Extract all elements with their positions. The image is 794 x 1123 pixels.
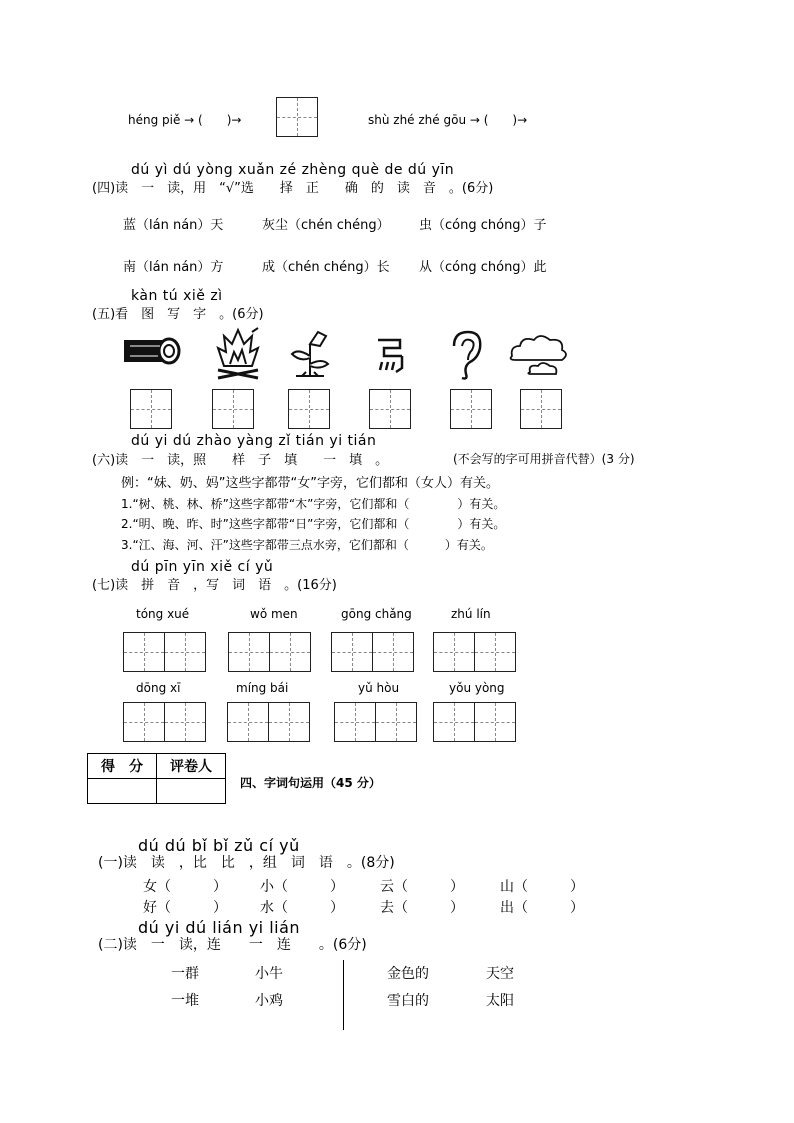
sec4-pinyin: dú yì dú yòng xuǎn zé zhèng què de dú yīn	[131, 162, 455, 178]
writing-grid[interactable]	[276, 97, 318, 137]
fire-icon	[212, 326, 264, 382]
p4-2-pinyin: dú yi dú lián yi lián	[138, 918, 301, 937]
sec4-item[interactable]: 灰尘（chén chéng）	[262, 218, 390, 233]
writing-grid[interactable]	[520, 389, 562, 429]
sec6-title: (六)读 一 读，照 样 子 填 一 填 。	[92, 453, 389, 468]
sec4-item[interactable]: 蓝（lán nán）天	[123, 218, 224, 233]
word-grid-pair[interactable]	[334, 702, 417, 742]
writing-grid[interactable]	[369, 389, 411, 429]
word-blank[interactable]: 云（ ）	[380, 879, 464, 895]
sec6-example: 例：“妹、奶、妈”这些字都带“女”字旁，它们都和（女人）有关。	[121, 476, 499, 491]
divider-line	[343, 960, 344, 1030]
sec4-item[interactable]: 成（chén chéng）长	[262, 260, 390, 275]
word-blank[interactable]: 水（ ）	[260, 900, 344, 916]
wood-log-icon	[122, 330, 182, 372]
word-pinyin: dōng xī	[136, 681, 181, 695]
sec6-item[interactable]: 2.“明、晚、昨、时”这些字都带“日”字旁，它们都和（ ）有关。	[121, 517, 506, 531]
word-pinyin: gōng chǎng	[341, 607, 412, 621]
word-blank[interactable]: 出（ ）	[500, 900, 584, 916]
sec4-title: (四)读 一 读，用 “√”选 择 正 确 的 读 音 。(6分)	[92, 181, 494, 196]
word-grid-pair[interactable]	[433, 632, 516, 672]
sec5-title: (五)看 图 写 字 。(6分)	[92, 307, 264, 322]
sec6-item[interactable]: 1.“树、桃、林、桥”这些字都带“木”字旁，它们都和（ ）有关。	[121, 497, 506, 511]
word-pinyin: zhú lín	[451, 607, 491, 621]
word-blank[interactable]: 去（ ）	[380, 900, 464, 916]
sec4-item[interactable]: 南（lán nán）方	[123, 260, 224, 275]
stroke-question-right: shù zhé zhé gōu → ( )→	[368, 113, 528, 127]
sec7-pinyin: dú pīn yīn xiě cí yǔ	[131, 559, 274, 575]
sec4-item[interactable]: 虫（cóng chóng）子	[419, 218, 547, 233]
word-pinyin: míng bái	[236, 681, 289, 695]
sec7-title: (七)读 拼 音 ，写 词 语 。(16分)	[92, 578, 337, 593]
writing-grid[interactable]	[212, 389, 254, 429]
word-grid-pair[interactable]	[331, 632, 414, 672]
match-item[interactable]: 小鸡	[255, 993, 283, 1009]
grader-cell[interactable]	[157, 779, 226, 804]
ear-icon	[446, 328, 486, 382]
grader-header: 评卷人	[157, 754, 226, 779]
word-grid-pair[interactable]	[433, 702, 516, 742]
word-blank[interactable]: 小（ ）	[260, 879, 344, 895]
word-blank[interactable]: 山（ ）	[500, 879, 584, 895]
word-grid-pair[interactable]	[123, 702, 206, 742]
match-item[interactable]: 雪白的	[387, 993, 429, 1009]
score-cell[interactable]	[88, 779, 157, 804]
sec6-note: (不会写的字可用拼音代替）(3 分)	[453, 452, 635, 466]
sec5-pinyin: kàn tú xiě zì	[131, 288, 223, 304]
score-table	[87, 753, 226, 804]
sec6-item[interactable]: 3.“江、海、河、汗”这些字都带三点水旁，它们都和（ ）有关。	[121, 538, 493, 552]
match-item[interactable]: 小牛	[255, 966, 283, 982]
writing-grid[interactable]	[130, 389, 172, 429]
word-pinyin: yǔ hòu	[358, 681, 400, 695]
match-item[interactable]: 太阳	[486, 993, 514, 1009]
writing-grid[interactable]	[288, 389, 330, 429]
word-blank[interactable]: 女（ ）	[143, 879, 227, 895]
p4-1-title: (一)读 读 ，比 比 ，组 词 语 。(8分)	[98, 855, 395, 871]
word-grid-pair[interactable]	[123, 632, 206, 672]
word-pinyin: tóng xué	[136, 607, 190, 621]
match-item[interactable]: 一堆	[171, 993, 199, 1009]
word-pinyin: wǒ men	[250, 607, 298, 621]
match-item[interactable]: 一群	[171, 966, 199, 982]
sec4-item[interactable]: 从（cóng chóng）此	[419, 260, 547, 275]
word-grid-pair[interactable]	[227, 702, 310, 742]
word-grid-pair[interactable]	[228, 632, 311, 672]
stroke-question-left: héng piě → ( )→	[128, 113, 242, 127]
writing-grid[interactable]	[450, 389, 492, 429]
match-item[interactable]: 天空	[486, 966, 514, 982]
match-item[interactable]: 金色的	[387, 966, 429, 982]
score-header: 得 分	[88, 754, 157, 779]
sec6-pinyin: dú yi dú zhào yàng zǐ tián yi tián	[131, 433, 377, 449]
p4-1-pinyin: dú dú bǐ bǐ zǔ cí yǔ	[138, 836, 300, 855]
cloud-icon	[506, 332, 572, 382]
horse-icon	[372, 334, 408, 376]
word-blank[interactable]: 好（ ）	[143, 900, 227, 916]
word-pinyin: yǒu yòng	[449, 681, 505, 695]
p4-2-title: (二)读 一 读，连 一 连 。(6分)	[98, 937, 367, 953]
sprout-icon	[286, 324, 334, 380]
part4-title: 四、字词句运用（45 分）	[240, 776, 381, 790]
